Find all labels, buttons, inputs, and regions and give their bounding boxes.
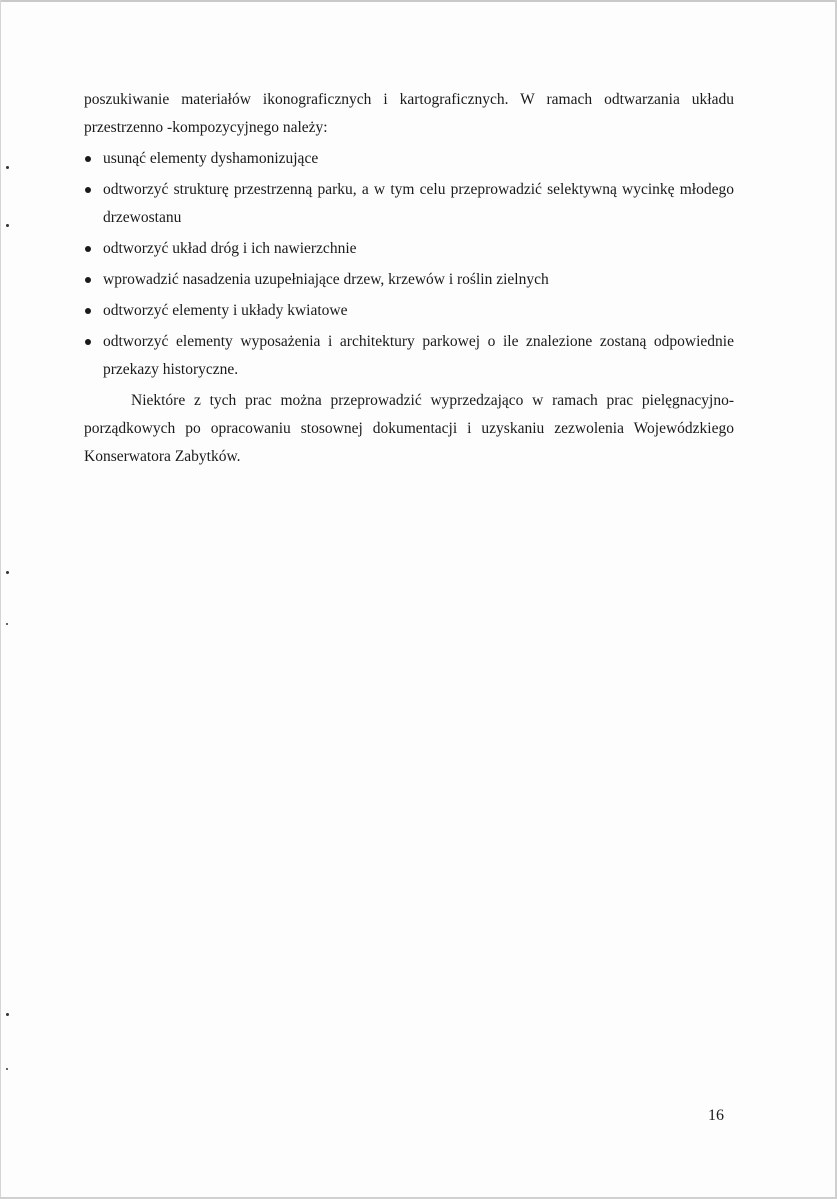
list-item (84, 328, 734, 384)
list-item-text: wprowadzić nasadzenia uzupełniające drzew, krzewów i roślin zielnych (103, 271, 549, 288)
list-item (84, 176, 734, 232)
list-item-text: odtworzyć elementy wyposażenia i architektury parkowej o ile znalezione zostaną odpowiednie przekazy historyczne. (103, 333, 734, 378)
body-text (84, 86, 734, 471)
scan-speck (6, 1068, 8, 1070)
bullet-icon (85, 246, 91, 252)
list-item (84, 145, 734, 173)
bullet-icon (85, 277, 91, 283)
bullet-icon (85, 187, 91, 193)
closing-paragraph: Niektóre z tych prac można przeprowadzić wyprzedzająco w ramach prac pielęgnacyjno-porządkowych po opracowaniu stosownej dokumentacji i uzyskaniu zezwolenia Wojewódzkiego Konserwatora Zabytków. (84, 392, 734, 465)
list-item-text: odtworzyć układ dróg i ich nawierzchnie (103, 240, 357, 257)
scan-speck (6, 623, 8, 625)
page-edge-left (0, 0, 1, 1199)
scan-speck (6, 1013, 9, 1016)
scan-speck (6, 224, 9, 227)
list-item-text: odtworzyć strukturę przestrzenną parku, a w tym celu przeprowadzić selektywną wycinkę młodego drzewostanu (103, 181, 734, 226)
list-item-text: odtworzyć elementy i układy kwiatowe (103, 302, 348, 319)
bullet-list (84, 145, 734, 384)
list-item (84, 266, 734, 294)
page-edge-top (0, 0, 837, 2)
intro-line-2: przestrzenno -kompozycyjnego należy: (84, 119, 328, 136)
list-item-text: usunąć elementy dyshamonizujące (103, 150, 319, 167)
bullet-icon (85, 156, 91, 162)
scan-speck (6, 571, 9, 574)
intro-line-1: poszukiwanie materiałów ikonograficznych i kartograficznych. W ramach odtwarzania układu (84, 91, 734, 108)
page-number: 16 (708, 1107, 724, 1124)
bullet-icon (85, 339, 91, 345)
bullet-icon (85, 308, 91, 314)
list-item (84, 297, 734, 325)
scan-speck (6, 166, 9, 169)
list-item (84, 235, 734, 263)
